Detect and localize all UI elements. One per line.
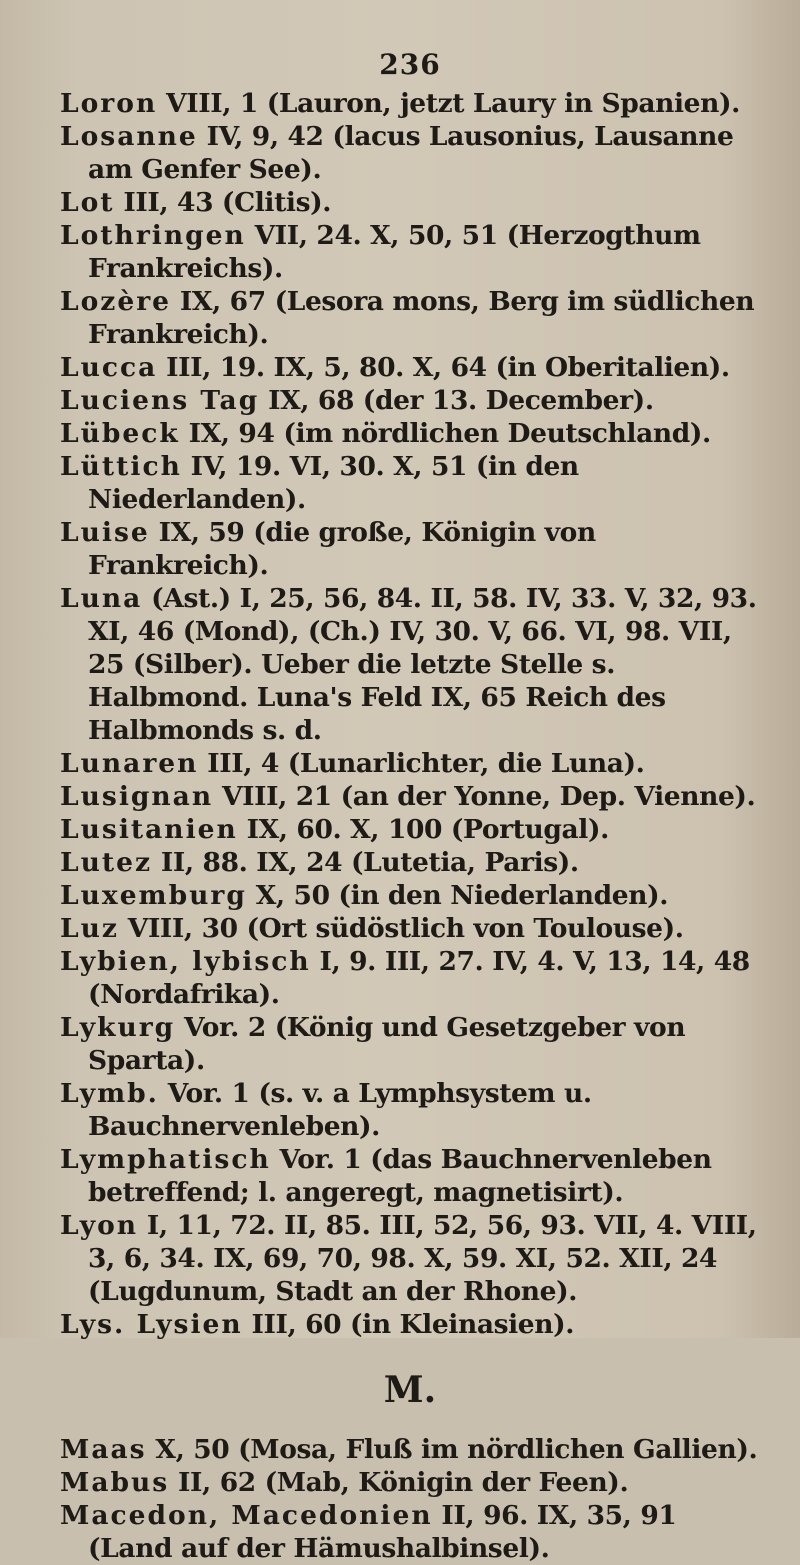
index-entry (60, 846, 760, 879)
entry-headword: Lüttich (60, 451, 182, 482)
entry-references: (Ast.) I, 25, 56, 84. II, 58. IV, 33. V, 32, 93. XI, 46 (Mond), (Ch.) IV, 30. V, 66. VI, 98. VII, 25 (Silber). Ueber die letzte Stelle s. Halbmond. Luna's Feld IX, 65 Reich des Halbmonds s. d. (88, 583, 757, 746)
index-entry (60, 351, 760, 384)
entry-headword: Maas (60, 1434, 147, 1465)
entry-headword: Lutez (60, 847, 153, 878)
entry-headword: Lusignan (60, 781, 214, 812)
entry-headword: Lybien, lybisch (60, 946, 311, 977)
index-entry (60, 1466, 760, 1499)
entry-headword: Lymphatisch (60, 1144, 271, 1175)
entry-references: IX, 68 (der 13. December). (259, 385, 654, 416)
index-entry (60, 87, 760, 120)
entry-headword: Lübeck (60, 418, 180, 449)
index-entry (60, 1209, 760, 1308)
entry-headword: Macedon, Macedonien (60, 1500, 433, 1531)
index-entry (60, 813, 760, 846)
entry-headword: Lucca (60, 352, 158, 383)
index-entry (60, 186, 760, 219)
entry-headword: Luciens Tag (60, 385, 260, 416)
entry-references: III, 19. IX, 5, 80. X, 64 (in Oberitalien). (157, 352, 730, 383)
entry-list-l (60, 87, 760, 1341)
entry-references: II, 62 (Mab, Königin der Feen). (169, 1467, 629, 1498)
index-entry (60, 1308, 760, 1341)
entry-references: Vor. 1 (s. v. a Lymphsystem u. Bauchnervenleben). (88, 1078, 592, 1142)
entry-headword: Lymb. (60, 1078, 159, 1109)
entry-references: I, 11, 72. II, 85. III, 52, 56, 93. VII, 4. VIII, 3, 6, 34. IX, 69, 70, 98. X, 59. XI, 52. XII, 24 (Lugdunum, Stadt an der Rhone). (88, 1210, 757, 1307)
entry-headword: Loron (60, 88, 158, 119)
index-entry (60, 120, 760, 186)
index-entry (60, 582, 760, 747)
index-entry (60, 747, 760, 780)
entry-references: X, 50 (in den Niederlanden). (246, 880, 669, 911)
entry-references: III, 60 (in Kleinasien). (242, 1309, 575, 1340)
index-entry (60, 1499, 760, 1565)
entry-headword: Lunaren (60, 748, 199, 779)
index-entry (60, 945, 760, 1011)
entry-headword: Lusitanien (60, 814, 238, 845)
index-entry (60, 285, 760, 351)
entry-list-m (60, 1433, 760, 1565)
entry-references: III, 4 (Lunarlichter, die Luna). (198, 748, 645, 779)
entry-references: II, 96. IX, 35, 91 (Land auf der Hämushalbinsel). (88, 1500, 677, 1564)
entry-headword: Lozère (60, 286, 172, 317)
index-entry (60, 384, 760, 417)
entry-headword: Luz (60, 913, 119, 944)
entry-references: Vor. 1 (das Bauchnervenleben betreffend; l. angeregt, magnetisirt). (88, 1144, 712, 1208)
entry-headword: Luise (60, 517, 150, 548)
entry-headword: Lot (60, 187, 115, 218)
page-number: 236 (379, 48, 441, 81)
entry-references: VIII, 30 (Ort südöstlich von Toulouse). (118, 913, 684, 944)
index-entry (60, 219, 760, 285)
entry-references: II, 88. IX, 24 (Lutetia, Paris). (152, 847, 579, 878)
entry-headword: Losanne (60, 121, 198, 152)
entry-references: X, 50 (Mosa, Fluß im nördlichen Gallien). (146, 1434, 758, 1465)
entry-headword: Luxemburg (60, 880, 247, 911)
entry-references: IX, 94 (im nördlichen Deutschland). (179, 418, 711, 449)
entry-references: VII, 24. X, 50, 51 (Herzogthum Frankreichs). (88, 220, 701, 284)
index-entry (60, 912, 760, 945)
index-entry (60, 1433, 760, 1466)
index-entry (60, 1077, 760, 1143)
index-entry (60, 417, 760, 450)
entry-references: IV, 9, 42 (lacus Lausonius, Lausanne am Genfer See). (88, 121, 734, 185)
entry-headword: Mabus (60, 1467, 170, 1498)
section-heading-m: M. (383, 1369, 437, 1411)
index-entry (60, 879, 760, 912)
index-entry (60, 516, 760, 582)
entry-references: I, 9. III, 27. IV, 4. V, 13, 14, 48 (Nordafrika). (88, 946, 750, 1010)
entry-headword: Lothringen (60, 220, 246, 251)
entry-references: IX, 59 (die große, Königin von Frankreich). (88, 517, 596, 581)
entry-references: IX, 60. X, 100 (Portugal). (237, 814, 609, 845)
index-entry (60, 780, 760, 813)
entry-headword: Lyon (60, 1210, 139, 1241)
entry-references: IX, 67 (Lesora mons, Berg im südlichen Frankreich). (88, 286, 755, 350)
entry-references: III, 43 (Clitis). (114, 187, 332, 218)
entry-references: Vor. 2 (König und Gesetzgeber von Sparta). (88, 1012, 686, 1076)
entry-headword: Luna (60, 583, 143, 614)
index-entry (60, 1143, 760, 1209)
entry-references: VIII, 21 (an der Yonne, Dep. Vienne). (213, 781, 756, 812)
entry-references: IV, 19. VI, 30. X, 51 (in den Niederlanden). (88, 451, 579, 515)
index-entry (60, 1011, 760, 1077)
entry-references: VIII, 1 (Lauron, jetzt Laury in Spanien). (157, 88, 740, 119)
index-entry (60, 450, 760, 516)
entry-headword: Lykurg (60, 1012, 176, 1043)
entry-headword: Lys. Lysien (60, 1309, 243, 1340)
